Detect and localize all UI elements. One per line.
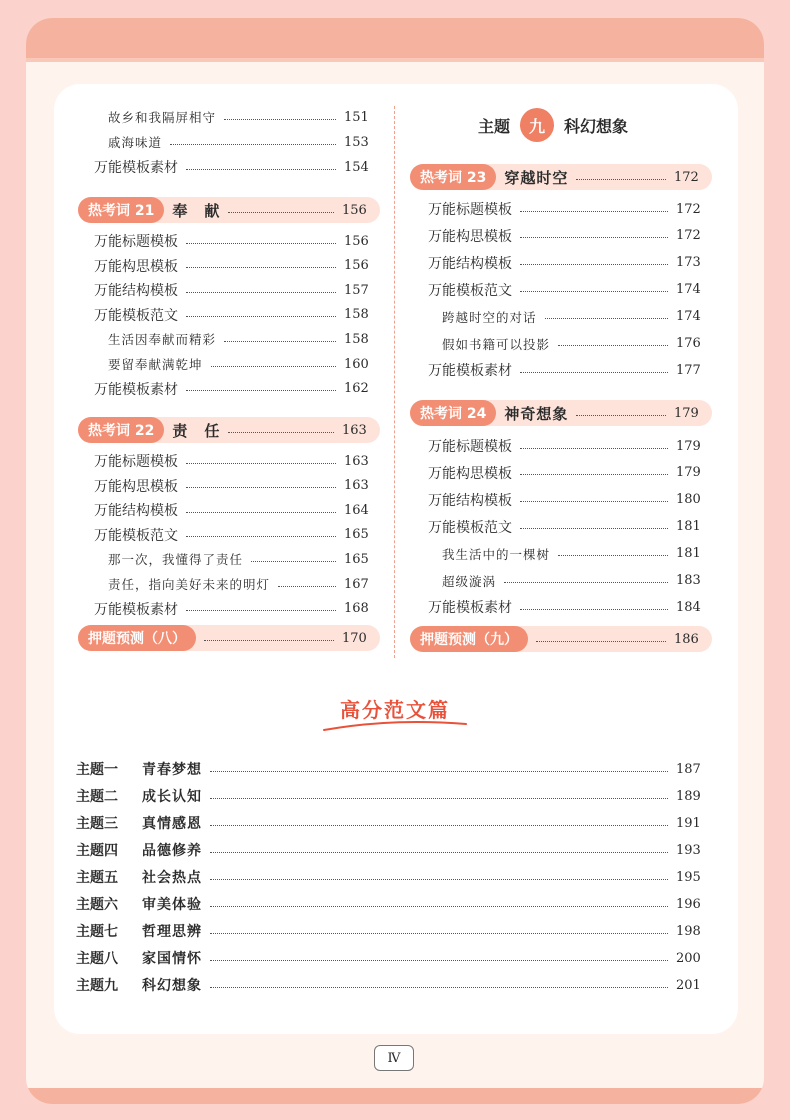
theme-key: 主题二 xyxy=(76,789,118,805)
leader-dots xyxy=(186,390,336,391)
toc-label: 万能模板范文 xyxy=(94,307,178,324)
leader-dots xyxy=(210,798,668,799)
toc-label: 要留奉献满乾坤 xyxy=(108,357,203,372)
leader-dots xyxy=(520,211,668,212)
toc-row[interactable] xyxy=(94,499,368,521)
theme-key: 主题六 xyxy=(76,897,118,913)
toc-page: 151 xyxy=(344,109,369,125)
leader-dots xyxy=(504,582,668,583)
toc-page: 174 xyxy=(676,309,701,325)
toc-row[interactable] xyxy=(94,378,368,400)
theme-title: 审美体验 xyxy=(142,897,202,913)
toc-label: 万能构思模板 xyxy=(428,228,512,245)
toc-page: 160 xyxy=(344,356,369,372)
leader-dots xyxy=(576,415,666,416)
toc-label: 万能标题模板 xyxy=(94,234,178,250)
toc-page: 156 xyxy=(344,233,369,249)
leader-dots xyxy=(210,771,668,772)
toc-row[interactable] xyxy=(442,306,700,328)
theme-title: 科幻想象 xyxy=(564,116,629,136)
leader-dots xyxy=(520,501,668,502)
theme-toc-row[interactable] xyxy=(76,866,700,888)
leader-dots xyxy=(228,212,334,213)
keyword-title: 神奇想象 xyxy=(504,404,569,423)
keyword-tag: 热考词 22 xyxy=(78,417,164,443)
toc-row[interactable] xyxy=(108,548,368,570)
toc-label: 万能标题模板 xyxy=(428,439,512,455)
toc-label: 万能标题模板 xyxy=(428,202,512,218)
leader-dots xyxy=(520,237,668,238)
keyword-page: 172 xyxy=(674,169,699,185)
toc-page: 172 xyxy=(676,228,701,244)
toc-page: 165 xyxy=(344,527,369,543)
toc-row[interactable] xyxy=(94,230,368,252)
toc-page: 165 xyxy=(344,551,369,567)
theme-key: 主题一 xyxy=(76,762,118,778)
keyword-tag: 热考词 24 xyxy=(410,400,496,426)
theme-key: 主题八 xyxy=(76,951,118,967)
toc-page: 164 xyxy=(344,502,369,518)
toc-page: 153 xyxy=(344,134,369,150)
theme-key: 主题三 xyxy=(76,816,118,832)
keyword-pill-22[interactable] xyxy=(78,417,380,443)
toc-page: 167 xyxy=(344,576,369,592)
toc-page: 179 xyxy=(676,465,701,481)
toc-label: 万能模板范文 xyxy=(428,282,512,299)
theme-page: 195 xyxy=(676,869,701,885)
theme-page: 201 xyxy=(676,977,701,993)
toc-page: 173 xyxy=(676,255,701,271)
toc-row[interactable] xyxy=(94,524,368,546)
keyword-tag: 热考词 23 xyxy=(410,164,496,190)
toc-row[interactable] xyxy=(442,570,700,592)
toc-row[interactable] xyxy=(94,156,368,178)
leader-dots xyxy=(210,960,668,961)
toc-row[interactable] xyxy=(108,328,368,350)
leader-dots xyxy=(520,528,668,529)
theme-toc-row[interactable] xyxy=(76,974,700,996)
leader-dots xyxy=(278,586,336,587)
toc-label: 故乡和我隔屏相守 xyxy=(108,110,217,125)
toc-page: 156 xyxy=(344,258,369,274)
leader-dots xyxy=(520,264,668,265)
toc-row[interactable] xyxy=(428,435,700,457)
toc-row[interactable] xyxy=(94,304,368,326)
theme-title: 成长认知 xyxy=(142,789,202,805)
leader-dots xyxy=(520,448,668,449)
toc-label: 我生活中的一棵树 xyxy=(442,546,551,562)
theme-page: 187 xyxy=(676,761,701,777)
leader-dots xyxy=(545,318,668,319)
toc-label: 万能结构模板 xyxy=(94,283,178,300)
toc-label: 假如书籍可以投影 xyxy=(442,336,551,352)
toc-page: 162 xyxy=(344,381,369,397)
leader-dots xyxy=(186,316,336,317)
toc-label: 万能模板素材 xyxy=(94,160,178,176)
toc-page: 158 xyxy=(344,307,369,323)
predict-tag: 押题预测（八） xyxy=(78,625,196,651)
leader-dots xyxy=(186,267,336,268)
toc-label: 万能构思模板 xyxy=(428,465,512,482)
toc-row[interactable] xyxy=(94,475,368,497)
toc-row[interactable] xyxy=(428,252,700,274)
toc-row[interactable] xyxy=(442,543,700,565)
theme-title: 社会热点 xyxy=(142,870,202,886)
toc-label: 万能模板素材 xyxy=(94,381,178,398)
toc-page: 181 xyxy=(676,546,701,562)
toc-page: 179 xyxy=(676,438,701,454)
toc-page: 154 xyxy=(344,159,369,175)
leader-dots xyxy=(520,609,668,610)
toc-row[interactable] xyxy=(442,333,700,355)
toc-row[interactable] xyxy=(108,353,368,375)
toc-label: 万能结构模板 xyxy=(94,503,178,520)
keyword-page: 163 xyxy=(342,422,367,438)
theme-toc-row[interactable] xyxy=(76,785,700,807)
keyword-pill-24[interactable] xyxy=(410,400,712,426)
predict-pill-8[interactable] xyxy=(78,625,380,651)
predict-pill-9[interactable] xyxy=(410,626,712,652)
toc-label: 超级漩涡 xyxy=(442,573,497,589)
keyword-page: 179 xyxy=(674,405,699,421)
leader-dots xyxy=(520,291,668,292)
theme-toc-row[interactable] xyxy=(76,839,700,861)
leader-dots xyxy=(520,474,668,475)
section-title: 高分范文篇 xyxy=(340,698,450,722)
leader-dots xyxy=(224,119,336,120)
theme-key: 主题九 xyxy=(76,978,118,994)
toc-label: 万能构思模板 xyxy=(94,258,178,275)
toc-row[interactable] xyxy=(428,279,700,301)
toc-row[interactable] xyxy=(428,596,700,618)
leader-dots xyxy=(186,536,336,537)
toc-page: 176 xyxy=(676,336,701,351)
keyword-page: 156 xyxy=(342,202,367,218)
toc-page: 168 xyxy=(344,601,369,617)
theme-page: 191 xyxy=(676,815,701,831)
toc-page: 172 xyxy=(676,201,701,217)
toc-page: 157 xyxy=(344,282,369,298)
leader-dots xyxy=(186,169,336,170)
title-underline-swoosh xyxy=(322,716,468,734)
leader-dots xyxy=(186,243,336,244)
page-number: Ⅳ xyxy=(374,1045,414,1071)
top-band xyxy=(26,18,764,62)
keyword-pill-23[interactable] xyxy=(410,164,712,190)
toc-page: 184 xyxy=(676,599,701,615)
column-divider xyxy=(394,106,395,658)
leader-dots xyxy=(558,555,668,556)
theme-toc-row[interactable] xyxy=(76,947,700,969)
leader-dots xyxy=(210,933,668,934)
predict-page: 170 xyxy=(342,630,367,646)
theme-toc-row[interactable] xyxy=(76,812,700,834)
theme-title: 真情感恩 xyxy=(142,816,202,832)
toc-row[interactable] xyxy=(108,131,368,153)
predict-page: 186 xyxy=(674,631,699,647)
toc-page: 163 xyxy=(344,453,369,469)
toc-row[interactable] xyxy=(94,255,368,277)
toc-page: 158 xyxy=(344,331,369,347)
theme-title: 青春梦想 xyxy=(142,762,202,778)
leader-dots xyxy=(210,852,668,853)
bottom-band xyxy=(26,1088,764,1104)
leader-dots xyxy=(186,512,336,513)
theme-heading xyxy=(478,108,628,142)
leader-dots xyxy=(186,487,336,488)
leader-dots xyxy=(210,825,668,826)
toc-row[interactable] xyxy=(428,225,700,247)
toc-row[interactable] xyxy=(94,450,368,472)
theme-toc-row[interactable] xyxy=(76,893,700,915)
theme-key: 主题七 xyxy=(76,924,118,940)
toc-row[interactable] xyxy=(428,516,700,538)
leader-dots xyxy=(251,561,336,562)
theme-page: 193 xyxy=(676,842,701,858)
keyword-title: 奉 献 xyxy=(172,201,221,220)
toc-label: 万能模板范文 xyxy=(94,527,178,544)
toc-label: 生活因奉献而精彩 xyxy=(108,332,217,348)
leader-dots xyxy=(204,640,334,641)
theme-page: 189 xyxy=(676,788,701,804)
theme-title: 家国情怀 xyxy=(142,951,202,967)
theme-key: 主题四 xyxy=(76,843,118,859)
leader-dots xyxy=(186,292,336,293)
theme-toc-row[interactable] xyxy=(76,758,700,780)
theme-toc-row[interactable] xyxy=(76,920,700,942)
leader-dots xyxy=(170,144,336,145)
leader-dots xyxy=(576,179,666,180)
toc-label: 跨越时空的对话 xyxy=(442,309,537,325)
toc-label: 万能结构模板 xyxy=(428,492,512,509)
toc-page: 181 xyxy=(676,519,701,535)
theme-title: 科幻想象 xyxy=(142,978,202,994)
theme-page: 200 xyxy=(676,950,701,966)
toc-label: 万能模板素材 xyxy=(428,600,512,617)
leader-dots xyxy=(211,366,336,367)
toc-page: 183 xyxy=(676,573,701,588)
toc-row[interactable] xyxy=(428,462,700,484)
toc-page: 180 xyxy=(676,492,701,508)
leader-dots xyxy=(224,341,336,342)
toc-row[interactable] xyxy=(428,489,700,511)
toc-row[interactable] xyxy=(428,198,700,220)
toc-row[interactable] xyxy=(108,106,368,128)
toc-label: 戚海味道 xyxy=(108,135,163,150)
toc-label: 万能构思模板 xyxy=(94,478,178,495)
toc-row[interactable] xyxy=(108,573,368,595)
toc-label: 万能结构模板 xyxy=(428,255,512,272)
toc-page: 163 xyxy=(344,478,369,494)
leader-dots xyxy=(210,987,668,988)
toc-row[interactable] xyxy=(94,598,368,620)
leader-dots xyxy=(186,463,336,464)
toc-page: 174 xyxy=(676,282,701,298)
toc-label: 万能标题模板 xyxy=(94,454,178,470)
theme-title: 哲理思辨 xyxy=(142,924,202,940)
theme-key: 主题五 xyxy=(76,870,118,886)
keyword-tag: 热考词 21 xyxy=(78,197,164,223)
predict-tag: 押题预测（九） xyxy=(410,626,528,652)
leader-dots xyxy=(210,906,668,907)
leader-dots xyxy=(210,879,668,880)
toc-page: 177 xyxy=(676,362,701,378)
toc-label: 责任，指向美好未来的明灯 xyxy=(108,577,271,592)
theme-page: 198 xyxy=(676,923,701,939)
theme-title: 品德修养 xyxy=(142,843,202,859)
theme-prefix: 主题 xyxy=(478,116,511,136)
theme-page: 196 xyxy=(676,896,701,912)
leader-dots xyxy=(186,610,336,611)
toc-label: 那一次，我懂得了责任 xyxy=(108,552,244,568)
toc-row[interactable] xyxy=(428,359,700,381)
keyword-title: 穿越时空 xyxy=(504,168,569,187)
leader-dots xyxy=(520,372,668,373)
theme-number-badge: 九 xyxy=(520,108,554,142)
toc-label: 万能模板素材 xyxy=(94,601,178,618)
leader-dots xyxy=(558,345,668,346)
toc-label: 万能模板范文 xyxy=(428,519,512,536)
leader-dots xyxy=(536,641,666,642)
toc-label: 万能模板素材 xyxy=(428,363,512,380)
keyword-pill-21[interactable] xyxy=(78,197,380,223)
toc-row[interactable] xyxy=(94,279,368,301)
leader-dots xyxy=(228,432,334,433)
keyword-title: 责 任 xyxy=(172,421,221,440)
